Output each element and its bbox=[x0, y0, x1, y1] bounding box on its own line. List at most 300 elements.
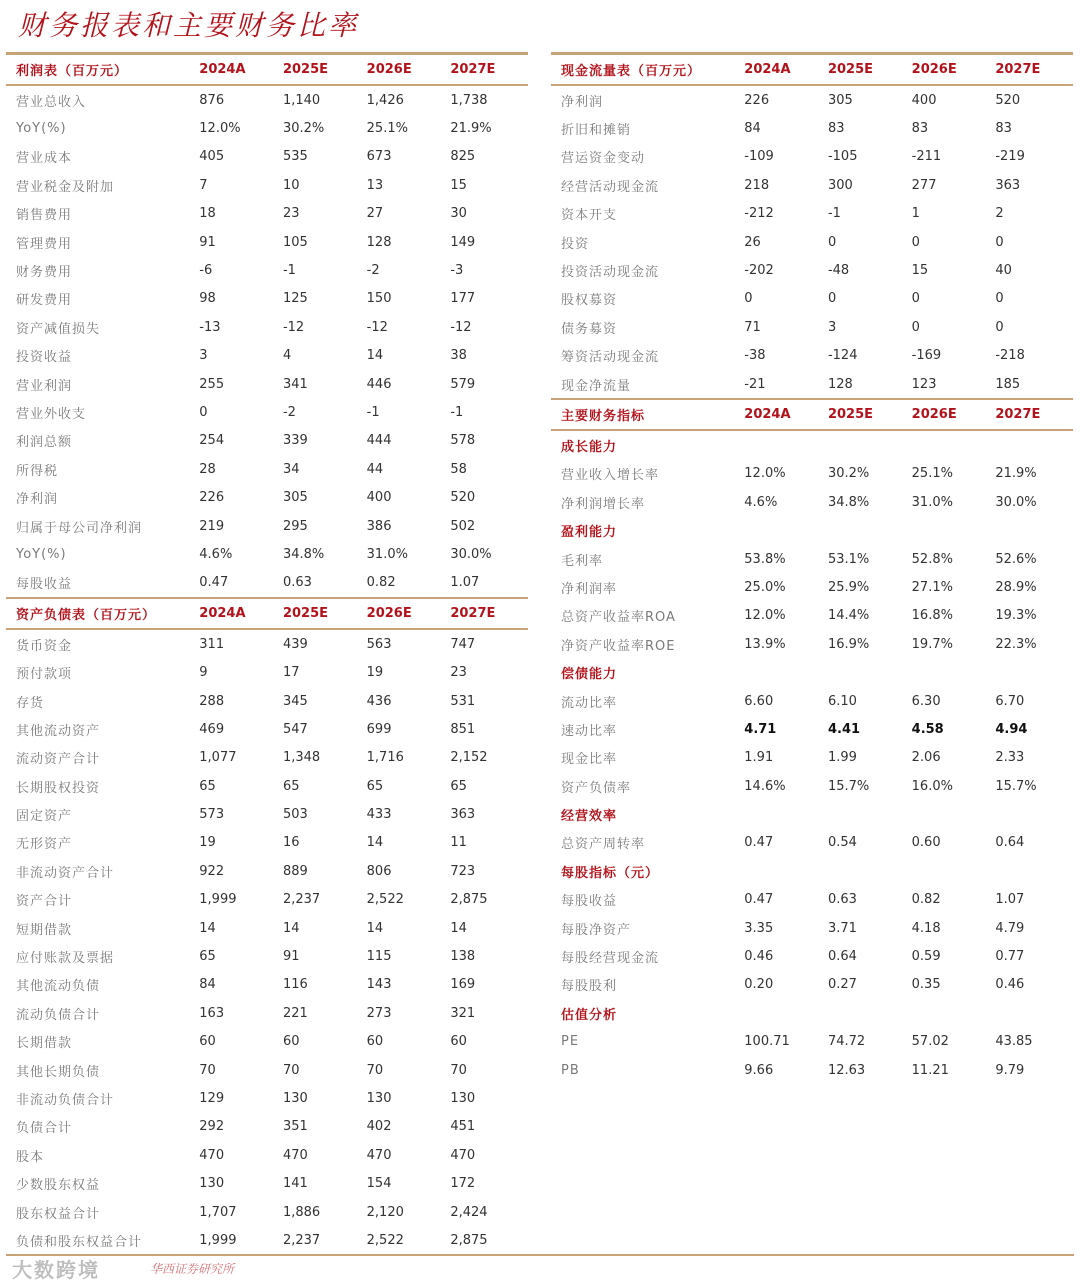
row-value: 2 bbox=[995, 206, 1004, 222]
header-year: 2027E bbox=[450, 606, 496, 622]
row-value: 1,999 bbox=[199, 892, 237, 908]
header-year: 2027E bbox=[995, 62, 1041, 77]
page-title: 财务报表和主要财务比率 bbox=[18, 9, 360, 42]
row-value: -1 bbox=[282, 263, 296, 279]
header-title: 现金流量表（百万元） bbox=[561, 64, 702, 79]
row-value: 30 bbox=[450, 206, 467, 222]
table-header bbox=[6, 55, 528, 86]
row-value: 446 bbox=[366, 376, 392, 392]
row-value: 6.60 bbox=[744, 693, 774, 709]
row-value: 439 bbox=[282, 636, 308, 652]
row-label: 利润总额 bbox=[16, 435, 73, 451]
row-value: 22.3% bbox=[995, 636, 1037, 652]
table-row bbox=[551, 114, 1073, 142]
row-value: 70 bbox=[450, 1062, 467, 1078]
row-value: 172 bbox=[450, 1176, 476, 1192]
row-value: 363 bbox=[450, 807, 476, 823]
row-label: 偿债能力 bbox=[561, 667, 618, 683]
row-label: 投资收益 bbox=[16, 350, 73, 366]
row-label: 资产负债率 bbox=[561, 780, 632, 796]
row-label: 股权募资 bbox=[561, 293, 618, 309]
row-value: 128 bbox=[827, 376, 853, 392]
row-label: 净利润 bbox=[16, 492, 59, 508]
row-label: 每股经营现金流 bbox=[561, 951, 660, 967]
row-value: -219 bbox=[995, 149, 1025, 165]
row-value: 1.07 bbox=[995, 892, 1025, 908]
row-value: 292 bbox=[199, 1119, 225, 1135]
row-value: 2,875 bbox=[450, 892, 488, 908]
row-value: 1,426 bbox=[366, 92, 404, 108]
row-value: 130 bbox=[366, 1090, 392, 1106]
row-value: 723 bbox=[450, 863, 476, 879]
row-label: 应付账款及票据 bbox=[16, 951, 115, 967]
row-label: 每股股利 bbox=[561, 979, 618, 995]
row-label: 速动比率 bbox=[561, 723, 618, 739]
row-label: 毛利率 bbox=[561, 553, 604, 569]
table-row bbox=[551, 488, 1073, 516]
table-row bbox=[551, 313, 1073, 341]
header-year: 2027E bbox=[450, 62, 496, 77]
row-label: 估值分析 bbox=[561, 1007, 618, 1023]
row-value: 747 bbox=[450, 636, 476, 652]
row-value: 4.71 bbox=[744, 721, 777, 737]
category-row bbox=[551, 431, 1073, 459]
row-label: 净资产收益率ROE bbox=[561, 638, 676, 654]
row-value: 125 bbox=[282, 291, 308, 307]
table-row bbox=[6, 342, 528, 370]
row-value: 0 bbox=[995, 234, 1004, 250]
row-value: 0 bbox=[827, 291, 837, 307]
row-value: 305 bbox=[282, 490, 308, 506]
row-value: 1 bbox=[911, 206, 920, 222]
row-value: -109 bbox=[744, 149, 774, 165]
row-value: 11 bbox=[450, 835, 467, 851]
row-value: 60 bbox=[450, 1034, 467, 1050]
row-value: 1,077 bbox=[199, 750, 237, 766]
row-value: 30.0% bbox=[450, 546, 492, 562]
category-row bbox=[551, 658, 1073, 686]
table-row bbox=[551, 1028, 1073, 1056]
row-value: 221 bbox=[282, 1005, 308, 1021]
row-value: 386 bbox=[366, 518, 392, 534]
table-header bbox=[551, 55, 1073, 86]
table-row bbox=[551, 460, 1073, 488]
row-value: 341 bbox=[282, 376, 308, 392]
row-value: 163 bbox=[199, 1005, 225, 1021]
row-label: 经营效率 bbox=[561, 809, 618, 825]
table-row bbox=[551, 228, 1073, 256]
table-row bbox=[6, 171, 528, 199]
row-value: 0.64 bbox=[827, 949, 857, 965]
row-value: 579 bbox=[450, 376, 476, 392]
row-value: -124 bbox=[827, 348, 858, 364]
row-value: 573 bbox=[199, 807, 225, 823]
row-value: 71 bbox=[744, 319, 761, 335]
row-value: 520 bbox=[995, 92, 1021, 108]
row-value: 128 bbox=[366, 234, 392, 250]
row-value: 25.1% bbox=[911, 466, 953, 482]
table-row bbox=[6, 483, 528, 511]
row-value: 4.41 bbox=[827, 721, 861, 737]
row-value: 12.63 bbox=[827, 1062, 866, 1078]
table-row bbox=[551, 886, 1073, 914]
row-value: 31.0% bbox=[911, 494, 953, 510]
row-label: 成长能力 bbox=[561, 439, 618, 455]
row-value: 0.60 bbox=[911, 835, 941, 851]
row-value: 14 bbox=[199, 920, 216, 936]
row-value: 673 bbox=[366, 149, 392, 165]
row-value: 91 bbox=[199, 234, 216, 250]
row-label: YoY(%) bbox=[16, 121, 67, 137]
row-value: 34.8% bbox=[282, 546, 325, 562]
row-value: 2,152 bbox=[450, 750, 488, 766]
row-label: PB bbox=[561, 1062, 580, 1078]
row-label: 营业外收支 bbox=[16, 406, 87, 422]
row-label: 现金净流量 bbox=[561, 378, 632, 394]
row-value: -6 bbox=[199, 263, 213, 279]
row-value: 6.30 bbox=[911, 693, 941, 709]
row-value: 116 bbox=[282, 977, 308, 993]
row-value: 38 bbox=[450, 348, 467, 364]
header-year: 2026E bbox=[911, 407, 957, 423]
row-value: 28 bbox=[199, 461, 216, 477]
row-value: -169 bbox=[911, 348, 942, 364]
row-value: 13.9% bbox=[744, 636, 786, 652]
table-row bbox=[6, 772, 528, 800]
row-value: 219 bbox=[199, 518, 225, 534]
table-row bbox=[6, 427, 528, 455]
row-label: 营业收入增长率 bbox=[561, 468, 660, 484]
row-value: 91 bbox=[282, 949, 300, 965]
row-value: 141 bbox=[282, 1176, 308, 1192]
row-value: 52.8% bbox=[911, 551, 953, 567]
row-value: 288 bbox=[199, 693, 225, 709]
row-value: 470 bbox=[366, 1147, 392, 1163]
table-row bbox=[551, 1056, 1073, 1084]
row-value: 14.6% bbox=[744, 778, 786, 794]
row-label: 净利润率 bbox=[561, 581, 618, 597]
table-row bbox=[6, 512, 528, 540]
table-row bbox=[6, 200, 528, 228]
row-value: 150 bbox=[366, 291, 392, 307]
table-row bbox=[551, 942, 1073, 970]
category-row bbox=[551, 800, 1073, 828]
row-label: 非流动资产合计 bbox=[16, 865, 115, 881]
table-row bbox=[6, 455, 528, 483]
row-value: 34.8% bbox=[827, 494, 870, 510]
row-value: 876 bbox=[199, 92, 225, 108]
row-value: 2,120 bbox=[366, 1204, 404, 1220]
row-value: 3 bbox=[199, 348, 208, 364]
row-value: 130 bbox=[282, 1090, 308, 1106]
row-value: 2,424 bbox=[450, 1204, 488, 1220]
table-row bbox=[6, 1198, 528, 1226]
row-value: 0.64 bbox=[995, 835, 1025, 851]
row-value: -48 bbox=[827, 263, 850, 279]
row-value: 70 bbox=[282, 1062, 300, 1078]
row-label: 每股收益 bbox=[561, 894, 618, 910]
balance-sheet-table bbox=[6, 597, 528, 1255]
row-value: 53.8% bbox=[744, 551, 786, 567]
row-value: 53.1% bbox=[827, 551, 870, 567]
row-value: 578 bbox=[450, 433, 476, 449]
header-year: 2024A bbox=[744, 407, 791, 423]
category-row bbox=[551, 857, 1073, 885]
row-label: 营业总收入 bbox=[16, 94, 87, 110]
row-value: 143 bbox=[366, 977, 392, 993]
row-value: 451 bbox=[450, 1119, 476, 1135]
row-value: 34 bbox=[282, 461, 300, 477]
row-value: 889 bbox=[282, 863, 308, 879]
row-value: 2,522 bbox=[366, 892, 404, 908]
table-row bbox=[6, 398, 528, 426]
row-value: 44 bbox=[366, 461, 384, 477]
table-header bbox=[6, 597, 528, 630]
table-row bbox=[551, 687, 1073, 715]
row-value: -1 bbox=[450, 404, 464, 420]
row-value: 177 bbox=[450, 291, 476, 307]
row-value: 185 bbox=[995, 376, 1021, 392]
row-value: 70 bbox=[366, 1062, 384, 1078]
row-label: 经营活动现金流 bbox=[561, 179, 660, 195]
row-label: 资产合计 bbox=[16, 894, 73, 910]
row-value: 169 bbox=[450, 977, 476, 993]
row-label: 财务费用 bbox=[16, 265, 73, 281]
row-value: 21.9% bbox=[995, 466, 1037, 482]
table-row bbox=[6, 658, 528, 686]
row-value: 218 bbox=[744, 177, 770, 193]
row-value: 1.91 bbox=[744, 750, 774, 766]
row-value: 129 bbox=[199, 1090, 225, 1106]
table-row bbox=[551, 602, 1073, 630]
row-label: 营业利润 bbox=[16, 378, 73, 394]
row-label: 盈利能力 bbox=[561, 525, 618, 541]
row-value: 9.79 bbox=[995, 1062, 1025, 1078]
row-value: 1,348 bbox=[282, 750, 321, 766]
row-value: 15.7% bbox=[827, 778, 870, 794]
row-value: 563 bbox=[366, 636, 392, 652]
table-row bbox=[6, 285, 528, 313]
source-note: 华西证券研究所 bbox=[150, 1262, 235, 1276]
row-label: 存货 bbox=[16, 695, 45, 711]
row-label: 负债和股东权益合计 bbox=[16, 1234, 143, 1250]
row-value: 922 bbox=[199, 863, 225, 879]
row-label: 流动负债合计 bbox=[16, 1007, 101, 1023]
row-value: 65 bbox=[282, 778, 300, 794]
row-value: 17 bbox=[282, 665, 300, 681]
row-label: 投资 bbox=[561, 236, 590, 252]
row-value: 15 bbox=[450, 177, 467, 193]
row-label: 投资活动现金流 bbox=[561, 265, 660, 281]
row-value: 470 bbox=[282, 1147, 308, 1163]
table-row bbox=[551, 86, 1073, 114]
row-value: 825 bbox=[450, 149, 476, 165]
header-year: 2024A bbox=[199, 62, 246, 77]
row-value: 0.63 bbox=[282, 575, 312, 591]
table-row bbox=[6, 715, 528, 743]
row-value: 83 bbox=[911, 121, 929, 137]
row-value: 23 bbox=[450, 665, 467, 681]
row-value: 277 bbox=[911, 177, 937, 193]
row-value: 345 bbox=[282, 693, 308, 709]
row-value: -212 bbox=[744, 206, 774, 222]
row-value: -13 bbox=[199, 319, 221, 335]
table-row bbox=[6, 569, 528, 597]
row-value: 226 bbox=[744, 92, 770, 108]
table-row bbox=[6, 886, 528, 914]
row-value: 30.0% bbox=[995, 494, 1037, 510]
row-label: 所得税 bbox=[16, 463, 59, 479]
table-row bbox=[6, 256, 528, 284]
row-label: 筹资活动现金流 bbox=[561, 350, 660, 366]
row-value: 305 bbox=[827, 92, 853, 108]
row-value: 469 bbox=[199, 721, 225, 737]
table-row bbox=[551, 573, 1073, 601]
row-value: 70 bbox=[199, 1062, 216, 1078]
row-value: 14 bbox=[282, 920, 300, 936]
row-value: 4.6% bbox=[199, 546, 233, 562]
row-value: 15.7% bbox=[995, 778, 1037, 794]
row-value: 4.58 bbox=[911, 721, 944, 737]
row-value: 40 bbox=[995, 263, 1012, 279]
row-value: 531 bbox=[450, 693, 476, 709]
row-label: 总资产周转率 bbox=[561, 837, 646, 853]
row-label: 股东权益合计 bbox=[16, 1206, 101, 1222]
row-value: 0.47 bbox=[744, 892, 774, 908]
row-value: 25.0% bbox=[744, 579, 786, 595]
row-label: 流动比率 bbox=[561, 695, 618, 711]
row-value: 65 bbox=[199, 949, 216, 965]
row-label: 现金比率 bbox=[561, 752, 618, 768]
row-value: 0 bbox=[995, 319, 1004, 335]
row-value: -12 bbox=[282, 319, 305, 335]
row-value: 30.2% bbox=[282, 121, 325, 137]
row-label: 预付款项 bbox=[16, 667, 73, 683]
header-year: 2026E bbox=[911, 62, 957, 77]
row-value: 470 bbox=[199, 1147, 225, 1163]
header-year: 2024A bbox=[199, 606, 246, 622]
table-row bbox=[551, 630, 1073, 658]
footer bbox=[6, 1254, 1074, 1280]
row-value: 295 bbox=[282, 518, 308, 534]
row-value: 27 bbox=[366, 206, 384, 222]
table-row bbox=[551, 171, 1073, 199]
row-label: 短期借款 bbox=[16, 922, 73, 938]
row-value: 402 bbox=[366, 1119, 392, 1135]
table-row bbox=[6, 829, 528, 857]
row-label: 营业成本 bbox=[16, 151, 73, 167]
row-value: 0 bbox=[827, 234, 837, 250]
row-value: 321 bbox=[450, 1005, 476, 1021]
table-row bbox=[6, 1169, 528, 1197]
row-value: 18 bbox=[199, 206, 216, 222]
row-label: 营运资金变动 bbox=[561, 151, 646, 167]
row-value: 851 bbox=[450, 721, 476, 737]
cash-flow-table bbox=[551, 55, 1073, 398]
row-label: 管理费用 bbox=[16, 236, 73, 252]
table-row bbox=[6, 630, 528, 658]
row-value: 470 bbox=[450, 1147, 476, 1163]
row-label: 折旧和摊销 bbox=[561, 123, 632, 139]
table-row bbox=[6, 800, 528, 828]
table-row bbox=[6, 914, 528, 942]
row-value: 405 bbox=[199, 149, 225, 165]
row-value: 123 bbox=[911, 376, 937, 392]
row-value: 65 bbox=[366, 778, 384, 794]
table-row bbox=[6, 1113, 528, 1141]
row-label: 长期借款 bbox=[16, 1036, 73, 1052]
row-label: 销售费用 bbox=[16, 208, 73, 224]
table-row bbox=[6, 1056, 528, 1084]
row-value: 0.47 bbox=[744, 835, 774, 851]
row-value: 27.1% bbox=[911, 579, 953, 595]
row-value: 0.63 bbox=[827, 892, 857, 908]
row-value: 0.20 bbox=[744, 977, 774, 993]
row-label: 净利润 bbox=[561, 94, 604, 110]
table-row bbox=[551, 342, 1073, 370]
row-value: 400 bbox=[911, 92, 937, 108]
category-row bbox=[551, 516, 1073, 544]
row-label: 归属于母公司净利润 bbox=[16, 520, 143, 536]
row-value: 806 bbox=[366, 863, 392, 879]
row-value: 2,237 bbox=[282, 1232, 321, 1248]
row-value: 74.72 bbox=[827, 1034, 866, 1050]
header-year: 2025E bbox=[827, 62, 874, 77]
row-value: 6.70 bbox=[995, 693, 1025, 709]
row-label: 营业税金及附加 bbox=[16, 179, 115, 195]
row-value: 16.0% bbox=[911, 778, 953, 794]
row-value: 12.0% bbox=[744, 608, 786, 624]
row-value: 13 bbox=[366, 177, 384, 193]
table-row bbox=[6, 1084, 528, 1112]
row-value: 351 bbox=[282, 1119, 308, 1135]
row-value: 4.18 bbox=[911, 920, 941, 936]
row-value: 444 bbox=[366, 433, 392, 449]
row-value: -1 bbox=[366, 404, 380, 420]
row-value: 0 bbox=[199, 404, 208, 420]
row-value: 105 bbox=[282, 234, 308, 250]
row-value: 14 bbox=[450, 920, 467, 936]
row-value: -12 bbox=[366, 319, 388, 335]
header-title: 主要财务指标 bbox=[561, 409, 646, 425]
row-label: 其他长期负债 bbox=[16, 1064, 101, 1080]
table-row bbox=[6, 687, 528, 715]
row-value: 65 bbox=[199, 778, 216, 794]
row-value: 2,875 bbox=[450, 1232, 488, 1248]
row-value: 0.82 bbox=[366, 575, 396, 591]
row-value: 1,707 bbox=[199, 1204, 237, 1220]
row-value: 43.85 bbox=[995, 1034, 1033, 1050]
row-value: 11.21 bbox=[911, 1062, 949, 1078]
row-value: 6.10 bbox=[827, 693, 857, 709]
table-row bbox=[551, 545, 1073, 573]
header-year: 2027E bbox=[995, 407, 1041, 423]
row-label: 负债合计 bbox=[16, 1121, 73, 1137]
row-value: -3 bbox=[450, 263, 464, 279]
row-value: 300 bbox=[827, 177, 853, 193]
row-value: 255 bbox=[199, 376, 225, 392]
row-label: 少数股东权益 bbox=[16, 1178, 101, 1194]
row-value: 433 bbox=[366, 807, 392, 823]
row-value: 57.02 bbox=[911, 1034, 949, 1050]
table-row bbox=[551, 744, 1073, 772]
table-row bbox=[6, 540, 528, 568]
header-year: 2026E bbox=[366, 62, 412, 77]
row-value: 21.9% bbox=[450, 121, 492, 137]
header-title: 资产负债表（百万元） bbox=[16, 608, 157, 624]
row-label: 固定资产 bbox=[16, 809, 73, 825]
row-value: 363 bbox=[995, 177, 1021, 193]
